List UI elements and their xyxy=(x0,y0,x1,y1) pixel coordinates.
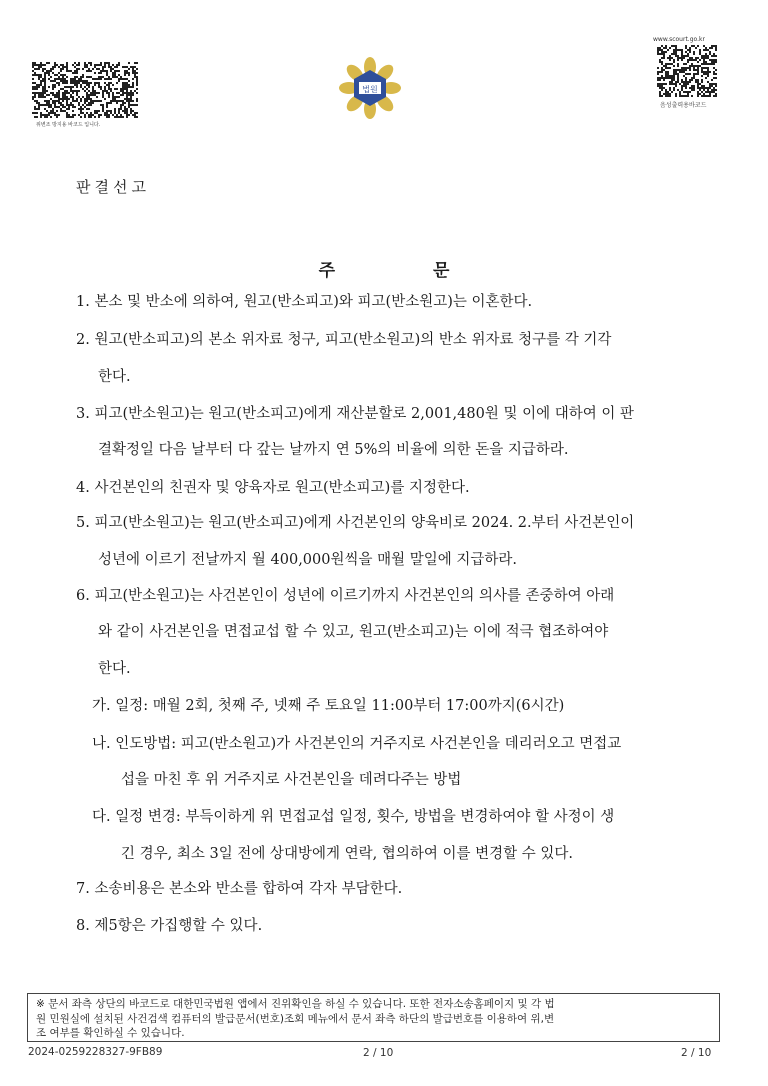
sub-item-ga: 가. 일정: 매월 2회, 첫째 주, 넷째 주 토요일 11:00부터 17:00까지(6시간) xyxy=(92,698,565,714)
page-number-right: 2 / 10 xyxy=(681,1047,712,1059)
order-item-5-cont: 성년에 이르기 전날까지 월 400,000원씩을 매월 말일에 지급하라. xyxy=(98,552,517,568)
voice-output-barcode xyxy=(657,45,717,97)
order-item-1: 1. 본소 및 반소에 의하여, 원고(반소피고)와 피고(반소원고)는 이혼한다. xyxy=(76,294,533,310)
barcode-caption: 위변조 방지용 바코드 입니다. xyxy=(36,122,101,128)
order-item-8: 8. 제5항은 가집행할 수 있다. xyxy=(76,918,263,934)
sub-item-da: 다. 일정 변경: 부득이하게 위 면접교섭 일정, 횟수, 방법을 변경하여야 할 사정이 생 xyxy=(92,809,615,825)
sub-item-na-cont: 섭을 마친 후 위 거주지로 사건본인을 데려다주는 방법 xyxy=(121,772,462,788)
order-item-2: 2. 원고(반소피고)의 본소 위자료 청구, 피고(반소원고)의 반소 위자료 청구를 각 기각 xyxy=(76,332,612,348)
authentication-barcode xyxy=(32,62,138,118)
order-item-6: 6. 피고(반소원고)는 사건본인이 성년에 이르기까지 사건본인의 의사를 존중하여 아래 xyxy=(76,588,615,604)
order-item-4: 4. 사건본인의 친권자 및 양육자로 원고(반소피고)를 지정한다. xyxy=(76,480,470,496)
sub-item-da-cont: 긴 경우, 최소 3일 전에 상대방에게 연락, 협의하여 이를 변경할 수 있다. xyxy=(121,846,573,862)
qr-caption: 음성출력용바코드 xyxy=(660,102,707,109)
order-item-7: 7. 소송비용은 본소와 반소를 합하여 각자 부담한다. xyxy=(76,881,403,897)
court-seal-logo xyxy=(335,53,405,123)
page-number: 2 / 10 xyxy=(363,1047,394,1059)
section-label: 판결선고 xyxy=(76,178,150,196)
verification-notice xyxy=(27,993,720,1042)
order-item-3: 3. 피고(반소원고)는 원고(반소피고)에게 재산분할로 2,001,480원 및 이에 대하여 이 판 xyxy=(76,406,634,422)
seal-label: 법원 xyxy=(362,85,378,94)
notice-line: 원 민원실에 설치된 사건검색 컴퓨터의 발급문서(번호)조회 메뉴에서 문서 좌측 하단의 발급번호를 이용하여 위,변 xyxy=(36,1012,555,1025)
order-item-5: 5. 피고(반소원고)는 원고(반소피고)에게 사건본인의 양육비로 2024. 2.부터 사건본인이 xyxy=(76,515,635,531)
order-item-2-cont: 한다. xyxy=(98,369,131,385)
notice-line: 조 여부를 확인하실 수 있습니다. xyxy=(36,1027,185,1039)
order-item-3-cont: 결확정일 다음 날부터 다 갚는 날까지 연 5%의 비율에 의한 돈을 지급하라. xyxy=(98,442,569,458)
sub-item-na: 나. 인도방법: 피고(반소원고)가 사건본인의 거주지로 사건본인을 데리러오고 면접교 xyxy=(92,736,622,752)
order-item-6-cont: 와 같이 사건본인을 면접교섭 할 수 있고, 원고(반소피고)는 이에 적극 협조하여야 xyxy=(98,624,609,640)
court-url: www.scourt.go.kr xyxy=(653,36,705,43)
notice-line: ※ 문서 좌측 상단의 바코드로 대한민국법원 앱에서 진위확인을 하실 수 있습니다. 또한 전자소송홈페이지 및 각 법 xyxy=(36,998,555,1010)
doc-title: 주 문 xyxy=(318,261,496,281)
order-item-6-cont: 한다. xyxy=(98,661,131,677)
issuance-number: 2024-0259228327-9FB89 xyxy=(28,1046,163,1058)
